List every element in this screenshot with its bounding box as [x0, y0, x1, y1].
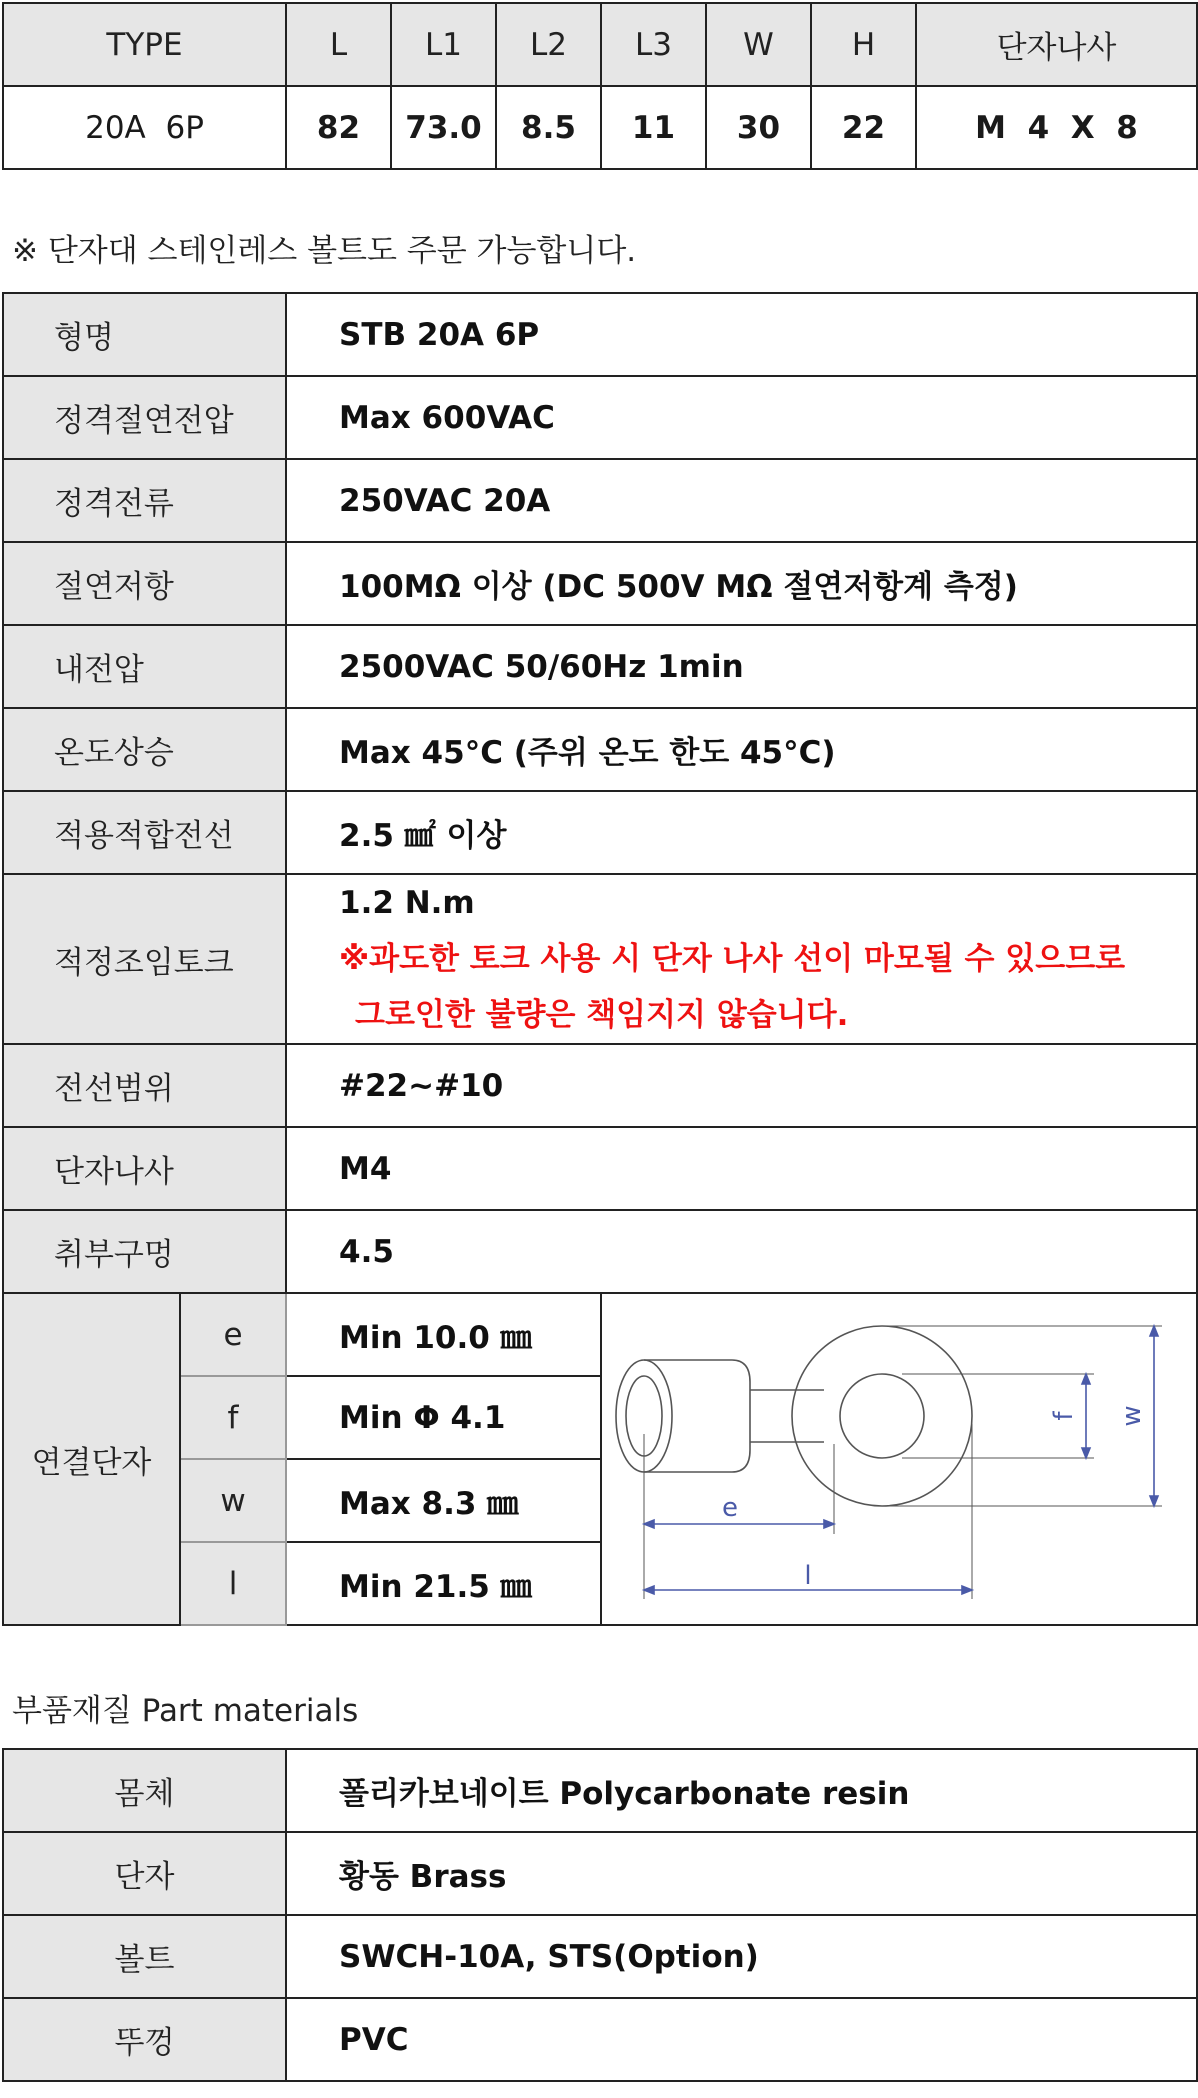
ring-terminal-diagram — [602, 1294, 1196, 1620]
header-type: TYPE — [3, 3, 286, 86]
spec-row-torque — [3, 874, 1197, 1044]
material-label: 몸체 — [3, 1749, 286, 1832]
header-l3: L3 — [601, 3, 706, 86]
spec-value: #22~#10 — [286, 1044, 1197, 1127]
spec-row — [3, 1127, 1197, 1210]
spec-label: 내전압 — [3, 625, 286, 708]
value-w: 30 — [706, 86, 811, 169]
connector-key: w — [180, 1459, 286, 1542]
spec-value: M4 — [286, 1127, 1197, 1210]
material-value: 황동 Brass — [286, 1832, 1197, 1915]
diagram-label-e: e — [722, 1493, 738, 1523]
material-label: 뚜껑 — [3, 1998, 286, 2081]
material-label: 단자 — [3, 1832, 286, 1915]
value-l3: 11 — [601, 86, 706, 169]
connector-key: l — [180, 1542, 286, 1625]
spec-label: 형명 — [3, 293, 286, 376]
spec-value: 250VAC 20A — [286, 459, 1197, 542]
material-label: 볼트 — [3, 1915, 286, 1998]
spec-row — [3, 1210, 1197, 1293]
spec-value: STB 20A 6P — [286, 293, 1197, 376]
spec-label: 적용적합전선 — [3, 791, 286, 874]
spec-label: 취부구멍 — [3, 1210, 286, 1293]
ring-terminal-diagram-cell — [601, 1293, 1197, 1625]
connector-value: Min 10.0 ㎜ — [286, 1293, 601, 1376]
value-h: 22 — [811, 86, 916, 169]
materials-table — [2, 1748, 1198, 2082]
torque-value: 1.2 N.m — [339, 885, 475, 921]
connector-value: Max 8.3 ㎜ — [286, 1459, 601, 1542]
header-w: W — [706, 3, 811, 86]
spec-row — [3, 542, 1197, 625]
spec-row — [3, 1044, 1197, 1127]
connector-value: Min Φ 4.1 — [286, 1376, 601, 1459]
material-row — [3, 1915, 1197, 1998]
header-l: L — [286, 3, 391, 86]
spec-label: 절연저항 — [3, 542, 286, 625]
header-l1: L1 — [391, 3, 496, 86]
material-row — [3, 1998, 1197, 2081]
spec-row — [3, 625, 1197, 708]
torque-warning-line2: 그로인한 불량은 책임지지 않습니다. — [355, 997, 849, 1033]
material-row — [3, 1749, 1197, 1832]
dimensions-table — [2, 2, 1198, 170]
material-value: SWCH-10A, STS(Option) — [286, 1915, 1197, 1998]
spec-value: Max 600VAC — [286, 376, 1197, 459]
spec-label: 전선범위 — [3, 1044, 286, 1127]
spec-row — [3, 293, 1197, 376]
value-l2: 8.5 — [496, 86, 601, 169]
connector-key: e — [180, 1293, 286, 1376]
spec-table — [2, 292, 1198, 1626]
value-terminal-screw: M 4 X 8 — [916, 86, 1197, 169]
header-l2: L2 — [496, 3, 601, 86]
spec-value: Max 45°C (주위 온도 한도 45°C) — [286, 708, 1197, 791]
spec-row — [3, 376, 1197, 459]
spec-label: 온도상승 — [3, 708, 286, 791]
spec-value: 4.5 — [286, 1210, 1197, 1293]
material-row — [3, 1832, 1197, 1915]
diagram-label-w: w — [1117, 1405, 1147, 1427]
diagram-label-l: l — [804, 1561, 812, 1591]
material-value: PVC — [286, 1998, 1197, 2081]
materials-heading: 부품재질 Part materials — [12, 1693, 359, 1729]
torque-label: 적정조임토크 — [3, 874, 286, 1044]
spec-value: 100MΩ 이상 (DC 500V MΩ 절연저항계 측정) — [286, 542, 1197, 625]
connector-row — [3, 1293, 1197, 1376]
dimensions-header-row — [3, 3, 1197, 86]
value-type: 20A 6P — [3, 86, 286, 169]
dimensions-value-row — [3, 86, 1197, 169]
value-l1: 73.0 — [391, 86, 496, 169]
torque-cell — [286, 874, 1197, 1044]
spec-row — [3, 459, 1197, 542]
connector-label: 연결단자 — [3, 1293, 180, 1625]
value-l: 82 — [286, 86, 391, 169]
spec-row — [3, 791, 1197, 874]
spec-label: 정격절연전압 — [3, 376, 286, 459]
spec-value: 2.5 ㎟ 이상 — [286, 791, 1197, 874]
spec-label: 정격전류 — [3, 459, 286, 542]
header-terminal-screw: 단자나사 — [916, 3, 1197, 86]
connector-key: f — [180, 1376, 286, 1459]
header-h: H — [811, 3, 916, 86]
material-value: 폴리카보네이트 Polycarbonate resin — [286, 1749, 1197, 1832]
torque-warning-line1: ※과도한 토크 사용 시 단자 나사 선이 마모될 수 있으므로 — [339, 941, 1126, 977]
bolt-note: ※ 단자대 스테인레스 볼트도 주문 가능합니다. — [12, 233, 637, 269]
spec-row — [3, 708, 1197, 791]
connector-value: Min 21.5 ㎜ — [286, 1542, 601, 1625]
spec-label: 단자나사 — [3, 1127, 286, 1210]
spec-value: 2500VAC 50/60Hz 1min — [286, 625, 1197, 708]
diagram-label-f: f — [1049, 1411, 1079, 1421]
